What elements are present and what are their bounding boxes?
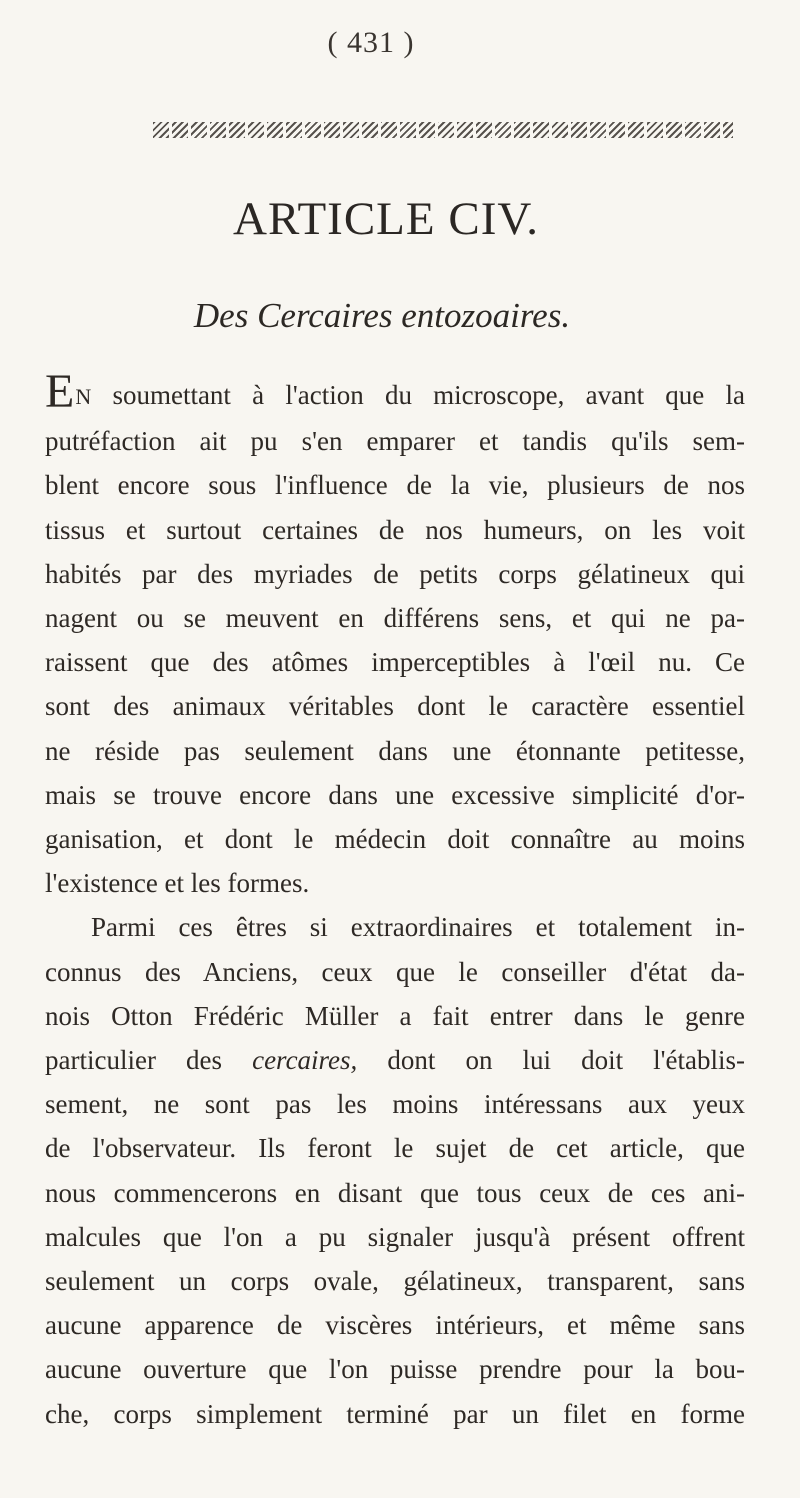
text-line: habités par des myriades de petits corps gélatineux qui — [45, 558, 745, 589]
decorative-rule — [153, 122, 733, 138]
first-line-text: soumettant à l'action du microscope, avant que la — [112, 380, 745, 410]
article-body — [45, 365, 746, 1436]
text-line: connus des Anciens, ceux que le conseiller d'état da- — [45, 956, 745, 987]
line-segment: dont on lui doit l'établis- — [387, 1045, 746, 1076]
article-subtitle: Des Cercaires entozoaires. — [193, 296, 571, 335]
text-line: ganisation, et dont le médecin doit connaître au moins — [45, 824, 745, 855]
text-line: malcules que l'on a pu signaler jusqu'à présent offrent — [45, 1221, 745, 1252]
text-line: tissus et surtout certaines de nos humeurs, on les voit — [45, 514, 745, 545]
text-line: seulement un corps ovale, gélatineux, transparent, sans — [45, 1266, 745, 1297]
text-line: nagent ou se meuvent en différens sens, et qui ne pa- — [45, 603, 745, 634]
paragraph-2 — [45, 905, 745, 1435]
paragraph-1 — [45, 365, 745, 905]
text-line — [45, 1038, 745, 1082]
line-segment: particulier des — [45, 1045, 223, 1076]
text-line: ne réside pas seulement dans une étonnante petitesse, — [45, 735, 745, 766]
text-line: nois Otton Frédéric Müller a fait entrer dans le genre — [45, 1000, 745, 1031]
genus-name: cercaires, — [252, 1045, 358, 1076]
text-line: aucune apparence de viscères intérieurs, et même sans — [45, 1310, 745, 1341]
text-line: nous commencerons en disant que tous ceux de ces ani- — [45, 1177, 745, 1208]
text-line: l'existence et les formes. — [45, 868, 310, 899]
text-line: Parmi ces êtres si extraordinaires et totalement in- — [91, 912, 745, 943]
text-line: sement, ne sont pas les moins intéressans aux yeux — [45, 1089, 745, 1120]
text-line: sont des animaux véritables dont le caractère essentiel — [45, 691, 745, 722]
text-line: de l'observateur. Ils feront le sujet de cet article, que — [45, 1133, 745, 1164]
text-line: mais se trouve encore dans une excessive simplicité d'or- — [45, 779, 745, 810]
text-line: blent encore sous l'influence de la vie, plusieurs de nos — [45, 470, 745, 501]
drop-cap: E — [45, 365, 75, 418]
text-line — [45, 365, 745, 419]
article-heading: ARTICLE CIV. — [233, 193, 539, 245]
text-line: aucune ouverture que l'on puisse prendre pour la bou- — [45, 1354, 745, 1385]
text-line: putréfaction ait pu s'en emparer et tandis qu'ils sem- — [45, 426, 745, 457]
drop-cap-rest: N — [75, 384, 92, 409]
text-line: raissent que des atômes imperceptibles à l'œil nu. Ce — [45, 647, 745, 678]
text-line: che, corps simplement terminé par un filet en forme — [45, 1398, 745, 1429]
page-number: ( 431 ) — [327, 26, 415, 59]
